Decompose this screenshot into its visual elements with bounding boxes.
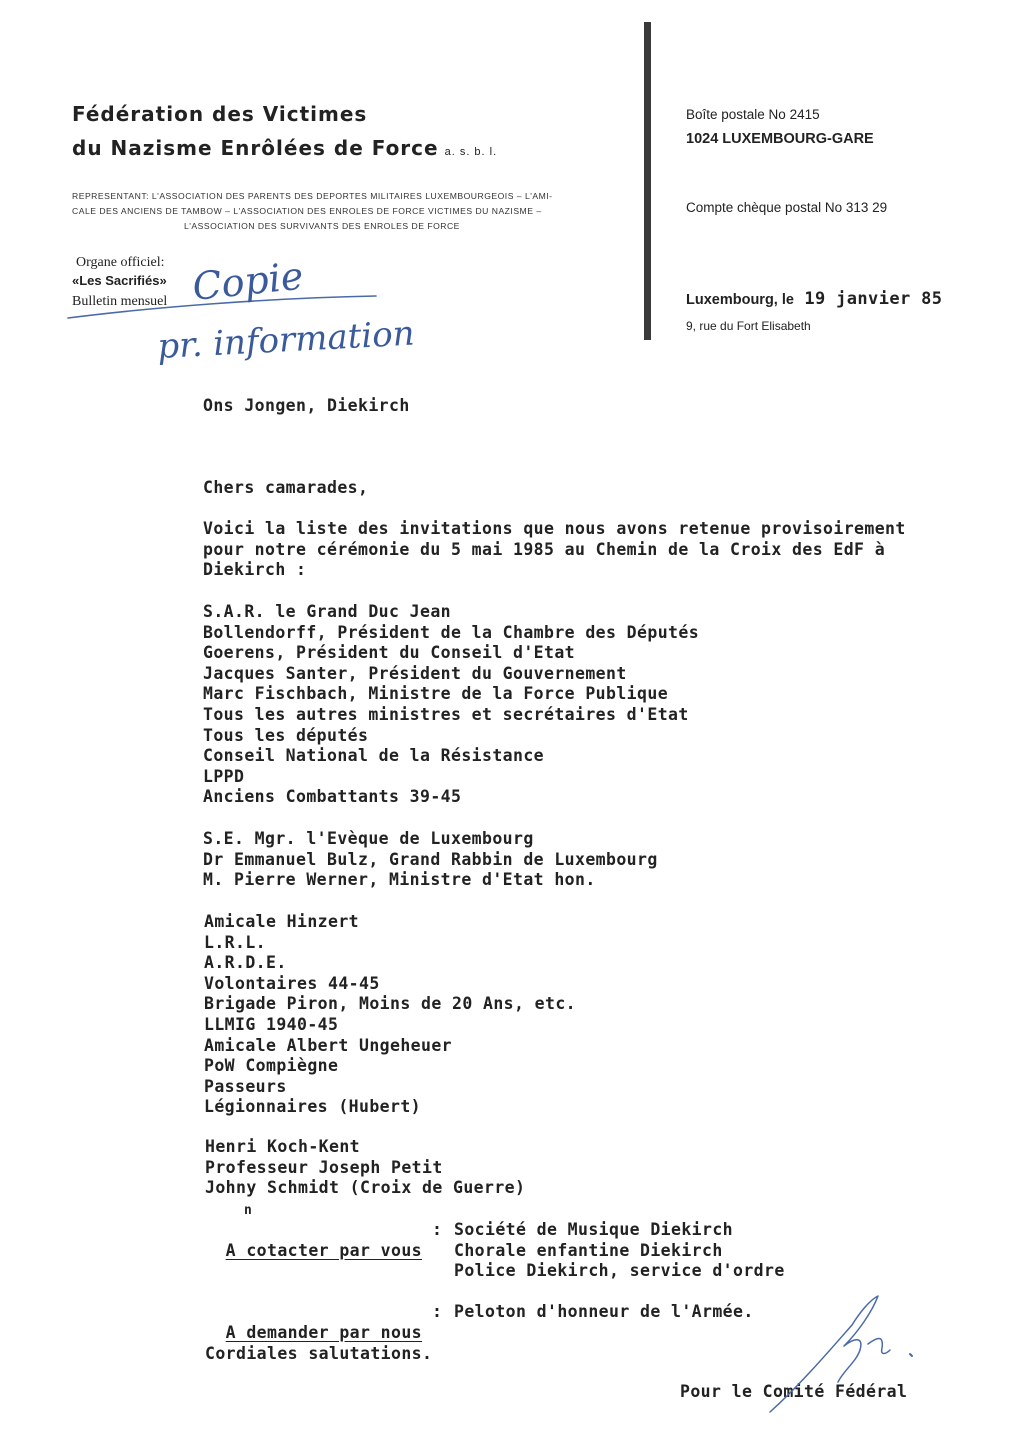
list-item: Police Diekirch, service d'ordre xyxy=(454,1261,785,1281)
list-item: S.A.R. le Grand Duc Jean xyxy=(203,602,452,621)
list-item: L.R.L. xyxy=(204,932,267,952)
organe-label: Organe officiel: xyxy=(76,255,165,270)
organization-name-line1: Fédération des Victimes xyxy=(72,102,368,126)
closing: Cordiales salutations. xyxy=(205,1344,433,1363)
list-item: Professeur Joseph Petit xyxy=(205,1157,443,1177)
invitation-group-officials xyxy=(203,602,699,808)
postal-box: Boîte postale No 2415 xyxy=(686,107,820,122)
date-day: 19 xyxy=(804,289,826,309)
list-item: Marc Fischbach, Ministre de la Force Publique xyxy=(203,684,669,704)
intro-line: Diekirch : xyxy=(203,560,307,580)
list-item: A.R.D.E. xyxy=(204,953,287,973)
date-prefix: Luxembourg, le xyxy=(686,292,794,308)
letterhead-divider xyxy=(644,22,651,340)
intro-line: Voici la liste des invitations que nous avons retenue provisoirement xyxy=(203,519,906,538)
contact-label-text: A cotacter par vous xyxy=(225,1240,423,1260)
list-item: S.E. Mgr. l'Evèque de Luxembourg xyxy=(203,829,534,848)
organization-name-line2 xyxy=(72,136,497,160)
signature-line: Pour le Comité Fédéral xyxy=(680,1382,908,1401)
list-item: PoW Compiègne xyxy=(204,1056,339,1076)
list-item: Johny Schmidt (Croix de Guerre) xyxy=(205,1178,526,1198)
list-item: Amicale Albert Ungeheuer xyxy=(204,1035,453,1055)
list-item: Volontaires 44-45 xyxy=(204,973,380,993)
list-item: Conseil National de la Résistance xyxy=(203,746,545,766)
invitation-group-religious xyxy=(203,829,658,891)
street-address: 9, rue du Fort Elisabeth xyxy=(686,319,811,333)
list-item: Tous les autres ministres et secrétaires d'Etat xyxy=(203,704,689,724)
list-item: Passeurs xyxy=(204,1076,287,1096)
list-item: Bollendorff, Président de la Chambre des Députés xyxy=(203,622,700,642)
intro-paragraph xyxy=(203,519,906,581)
recipient: Ons Jongen, Diekirch xyxy=(203,396,410,415)
invitation-group-individuals xyxy=(205,1137,525,1199)
list-item: Dr Emmanuel Bulz, Grand Rabbin de Luxembourg xyxy=(203,849,658,869)
intro-line: pour notre cérémonie du 5 mai 1985 au Chemin de la Croix des EdF à xyxy=(203,539,886,559)
postal-city: 1024 LUXEMBOURG-GARE xyxy=(686,131,874,147)
request-label-text: A demander par nous xyxy=(225,1322,423,1342)
contact-label xyxy=(205,1220,422,1261)
postal-account: Compte chèque postal No 313 29 xyxy=(686,200,888,215)
organe-title: «Les Sacrifiés» xyxy=(72,273,167,288)
contact-colon: : xyxy=(432,1220,443,1239)
representant-line: CALE DES ANCIENS DE TAMBOW – L'ASSOCIATION DES ENROLES DE FORCE VICTIMES DU NAZISME – xyxy=(72,206,542,216)
asbl-suffix: a. s. b. l. xyxy=(444,146,498,158)
date-line xyxy=(686,289,942,310)
list-item: Brigade Piron, Moins de 20 Ans, etc. xyxy=(204,994,577,1014)
organe-type: Bulletin mensuel xyxy=(72,294,168,309)
representant-line: REPRESENTANT: L'ASSOCIATION DES PARENTS DES DEPORTES MILITAIRES LUXEMBOURGEOIS – L'AMI- xyxy=(72,191,553,201)
date-month: janvier xyxy=(836,289,911,309)
handwritten-copie: Copie xyxy=(190,253,306,309)
list-item: M. Pierre Werner, Ministre d'Etat hon. xyxy=(203,870,596,890)
list-item: Légionnaires (Hubert) xyxy=(204,1097,422,1117)
list-item: Amicale Hinzert xyxy=(204,912,360,931)
handwritten-annotation xyxy=(66,240,416,380)
list-item: Société de Musique Diekirch xyxy=(454,1220,734,1239)
list-item: Chorale enfantine Diekirch xyxy=(454,1240,723,1260)
list-item: Tous les députés xyxy=(203,725,369,745)
invitation-group-associations xyxy=(204,912,576,1118)
list-item: LLMIG 1940-45 xyxy=(204,1014,339,1034)
list-item: Anciens Combattants 39-45 xyxy=(203,787,462,807)
representant-line: L'ASSOCIATION DES SURVIVANTS DES ENROLES DE FORCE xyxy=(184,221,460,231)
request-item: Peloton d'honneur de l'Armée. xyxy=(454,1302,754,1321)
contact-label-insertion: n xyxy=(244,1203,253,1218)
representant-block xyxy=(72,189,632,234)
request-colon: : xyxy=(432,1302,443,1321)
date-year: 85 xyxy=(921,289,943,309)
organization-name-text: du Nazisme Enrôlées de Force xyxy=(72,136,439,160)
list-item: Goerens, Président du Conseil d'Etat xyxy=(203,643,576,663)
list-item: Henri Koch-Kent xyxy=(205,1137,361,1156)
greeting: Chers camarades, xyxy=(203,478,369,497)
handwritten-information: pr. information xyxy=(156,313,416,367)
list-item: Jacques Santer, Président du Gouvernement xyxy=(203,663,627,683)
request-label xyxy=(205,1302,422,1343)
handwritten-signature xyxy=(760,1290,940,1420)
contact-items xyxy=(454,1220,785,1282)
list-item: LPPD xyxy=(203,766,245,786)
